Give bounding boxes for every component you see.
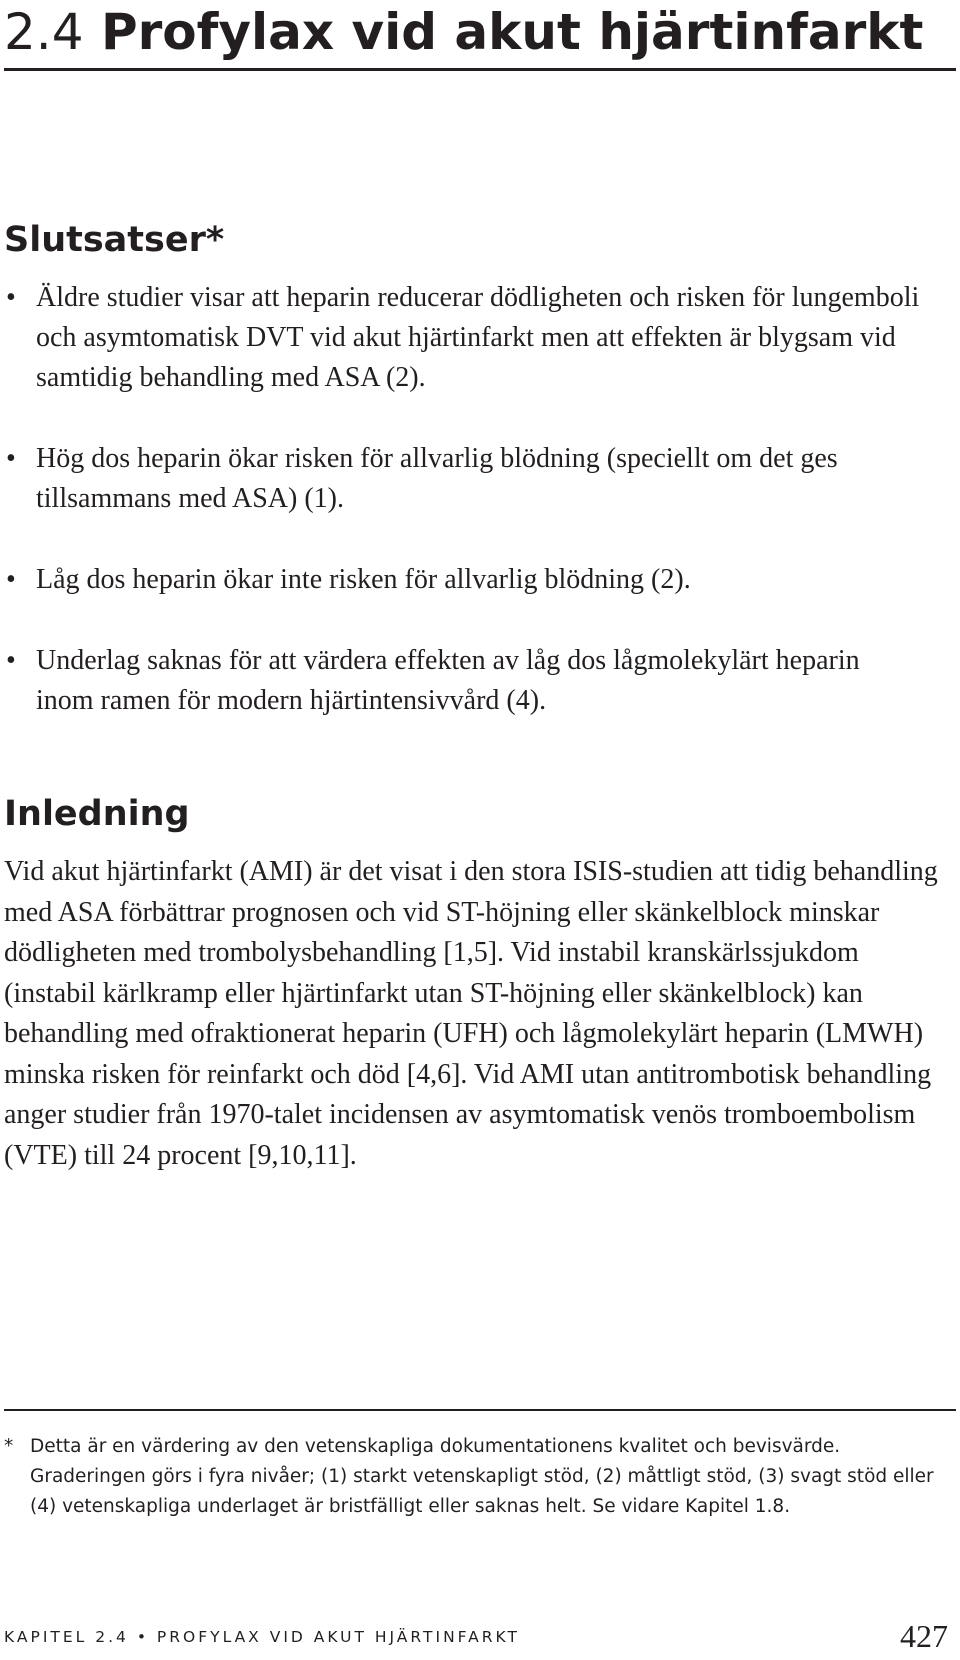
introduction-heading: Inledning	[4, 794, 190, 834]
header-divider	[4, 68, 956, 71]
bullet-icon: •	[6, 564, 16, 595]
conclusion-text: Hög dos heparin ökar risken för allvarlig blödning (speciellt om det ges tillsammans med ASA) (1).	[36, 443, 838, 514]
conclusion-text: Låg dos heparin ökar inte risken för allvarlig blödning (2).	[36, 564, 691, 595]
conclusion-item	[4, 641, 924, 721]
page-header	[4, 0, 956, 71]
bullet-icon: •	[6, 443, 16, 474]
conclusion-item	[4, 560, 924, 600]
bullet-icon: •	[6, 282, 16, 313]
page-number: 427	[900, 1618, 948, 1654]
running-footer-title: KAPITEL 2.4 • PROFYLAX VID AKUT HJÄRTINFARKT	[4, 1628, 520, 1646]
conclusion-item	[4, 439, 924, 519]
bullet-icon: •	[6, 645, 16, 676]
chapter-title	[4, 0, 956, 62]
footnote-text: Detta är en värdering av den vetenskapliga dokumentationens kvalitet och bevisvärde. Graderingen görs i fyra nivåer; (1) starkt vetenskapligt stöd, (2) måttligt stöd, (3) svagt stöd eller (4) vetenskapliga underlaget är bristfälligt eller saknas helt. Se vidare Kapitel 1.8.	[30, 1436, 934, 1517]
conclusion-text: Underlag saknas för att värdera effekten av låg dos lågmolekylärt heparin inom ramen för modern hjärtintensivvård (4).	[36, 645, 860, 716]
chapter-number: 2.4	[4, 3, 84, 61]
footnote-divider	[4, 1409, 956, 1411]
page-footer	[4, 1620, 956, 1660]
footnote	[4, 1432, 956, 1522]
conclusion-item	[4, 278, 924, 398]
footnote-marker: *	[4, 1436, 14, 1457]
conclusion-text: Äldre studier visar att heparin reducerar dödligheten och risken för lungemboli och asymtomatisk DVT vid akut hjärtinfarkt men att effekten är blygsam vid samtidig behandling med ASA (2).	[36, 282, 920, 393]
chapter-name: Profylax vid akut hjärtinfarkt	[100, 3, 924, 61]
conclusions-heading: Slutsatser*	[4, 220, 225, 260]
introduction-paragraph: Vid akut hjärtinfarkt (AMI) är det visat i den stora ISIS-studien att tidig behandling med ASA förbättrar prognosen och vid ST-höjning eller skänkelblock minskar dödligheten med trombolysbehandling [1,5]. Vid instabil kranskärlssjukdom (instabil kärlkramp eller hjärtinfarkt utan ST-höjning eller skänkelblock) kan behandling med ofraktionerat heparin (UFH) och lågmolekylärt heparin (LMWH) minska risken för reinfarkt och död [4,6]. Vid AMI utan antitrombotisk behandling anger studier från 1970-talet incidensen av asymtomatisk venös tromboembolism (VTE) till 24 procent [9,10,11].	[4, 856, 938, 1171]
conclusions-list	[4, 278, 924, 721]
